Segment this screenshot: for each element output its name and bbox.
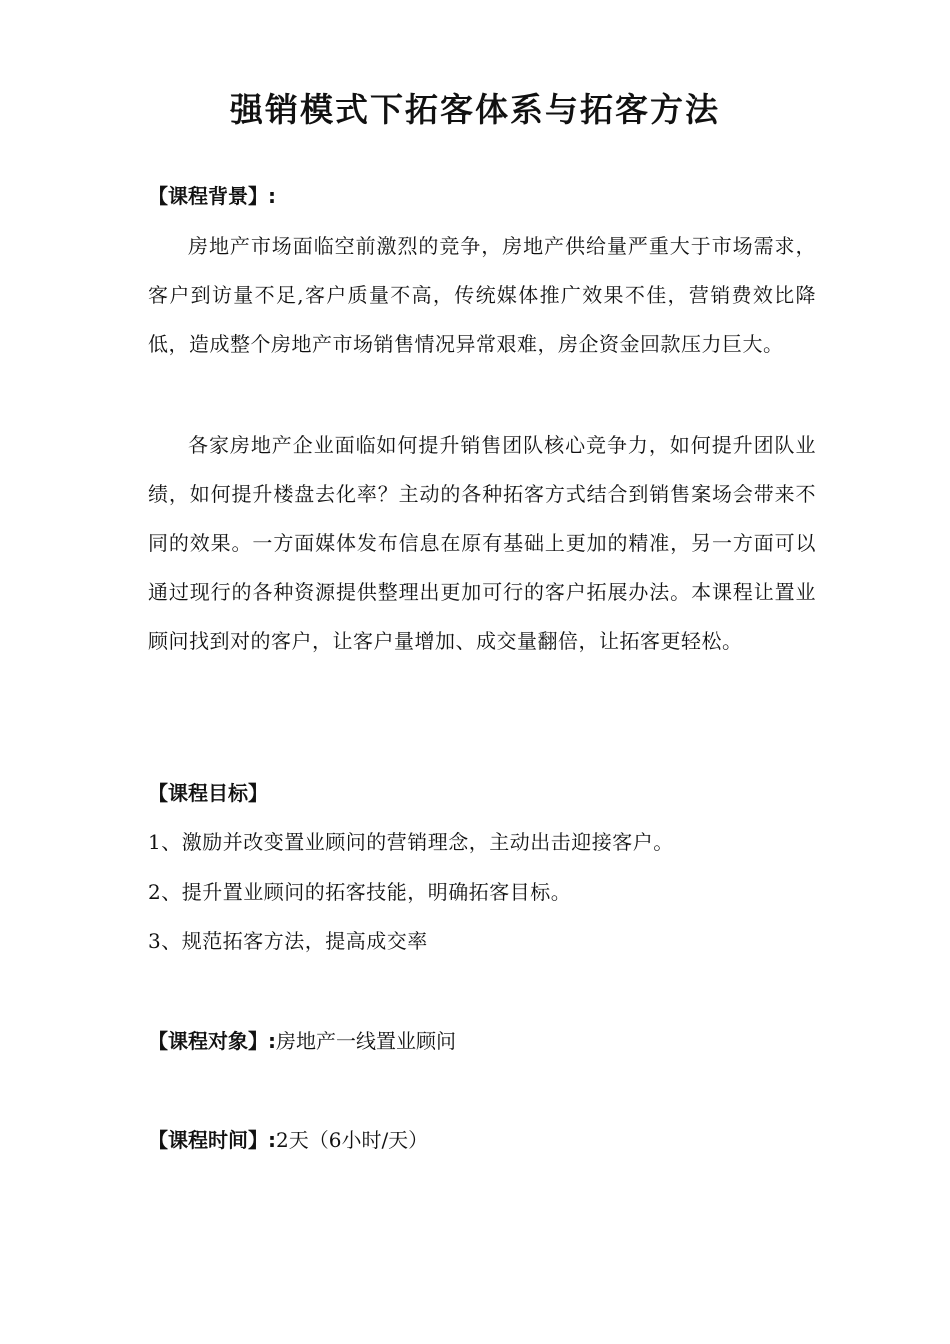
goal-item-2: 2、提升置业顾问的拓客技能，明确拓客目标。	[148, 880, 572, 904]
audience-heading-colon: :	[268, 1029, 276, 1053]
background-paragraph-2: 各家房地产企业面临如何提升销售团队核心竞争力，如何提升团队业绩，如何提升楼盘去化率？主动的各种拓客方式结合到销售案场会带来不同的效果。一方面媒体发布信息在原有基础上更加的精准，另一方面可以通过现行的各种资源提供整理出更加可行的客户拓展办法。本课程让置业顾问找到对的客户，让客户量增加、成交量翻倍，让拓客更轻松。	[148, 433, 816, 653]
audience-heading	[148, 1026, 456, 1056]
duration-heading-colon: :	[268, 1128, 276, 1152]
background-heading	[148, 181, 276, 211]
goal-item-3: 3、规范拓客方法，提高成交率	[148, 929, 428, 953]
goal-item-1: 1、激励并改变置业顾问的营销理念，主动出击迎接客户。	[148, 830, 674, 854]
background-heading-colon: :	[268, 184, 276, 208]
duration-heading	[148, 1125, 428, 1155]
document-title: 强销模式下拓客体系与拓客方法	[230, 90, 720, 129]
background-paragraph-1: 房地产市场面临空前激烈的竞争，房地产供给量严重大于市场需求，客户到访量不足,客户质量不高，传统媒体推广效果不佳，营销费效比降低，造成整个房地产市场销售情况异常艰难，房企资金回款压力巨大。	[148, 234, 816, 356]
goals-heading	[148, 778, 268, 808]
duration-heading-label: 【课程时间】	[148, 1128, 268, 1152]
goals-heading-label: 【课程目标】	[148, 781, 268, 805]
audience-heading-label: 【课程对象】	[148, 1029, 268, 1053]
background-heading-label: 【课程背景】	[148, 184, 268, 208]
audience-value: 房地产一线置业顾问	[276, 1029, 456, 1053]
duration-value: 2天（6小时/天）	[276, 1128, 429, 1152]
